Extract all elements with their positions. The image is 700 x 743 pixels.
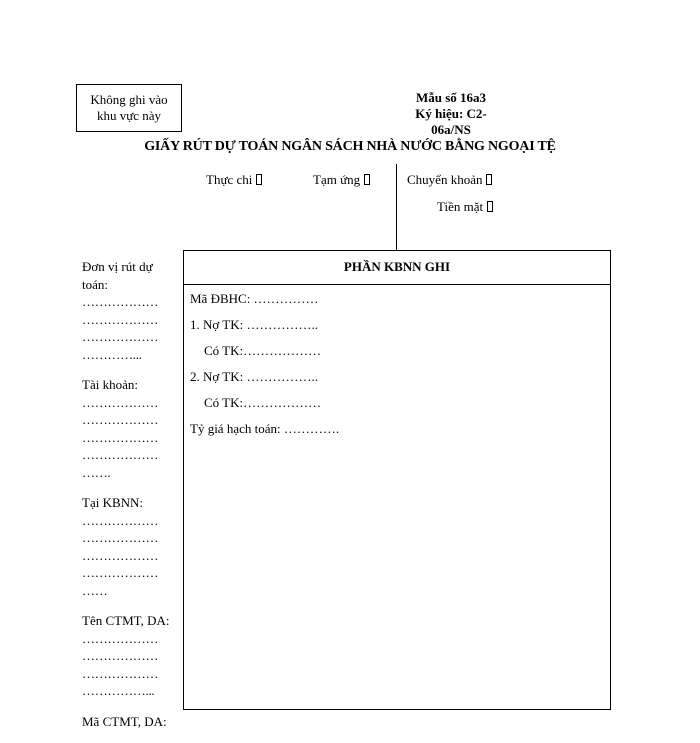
field-blank[interactable]: …… [82, 582, 108, 598]
option-chuyen-khoan[interactable] [407, 172, 492, 188]
kbnn-section-box [183, 250, 611, 710]
kbnn-debit-1-line: 1. Nợ TK: …………….. [190, 317, 318, 332]
field-blank[interactable]: ……………… [82, 294, 159, 309]
option-tam-ung[interactable] [313, 172, 370, 188]
field-program-name [82, 612, 180, 700]
field-account [82, 376, 180, 481]
form-number-block [400, 90, 502, 138]
option-tien-mat-label: Tiền mặt [437, 199, 484, 214]
field-label: Tài khoản: [82, 377, 138, 392]
field-blank[interactable]: ……………… [82, 630, 159, 646]
field-label: Tên CTMT, DA: [82, 613, 170, 628]
field-label: Đơn vị rút dự toán: [82, 259, 153, 292]
field-blank[interactable]: ……………… [82, 329, 159, 344]
field-label: Mã CTMT, DA: [82, 713, 167, 729]
field-blank[interactable]: ……………… [82, 512, 159, 528]
option-thuc-chi-label: Thực chi [206, 172, 253, 187]
checkbox-icon[interactable] [487, 201, 493, 212]
option-tien-mat[interactable] [437, 199, 493, 215]
kbnn-section-body [184, 285, 610, 446]
checkbox-icon[interactable] [364, 174, 370, 185]
reserved-area-box [76, 84, 182, 132]
kbnn-debit-2-line: 2. Nợ TK: …………….. [190, 369, 318, 384]
field-spending-unit [82, 258, 180, 363]
field-blank[interactable]: ……………… [82, 447, 159, 462]
field-blank[interactable]: ……………… [82, 412, 159, 427]
vertical-divider [396, 164, 397, 250]
field-blank[interactable]: ……………… [82, 665, 159, 681]
checkbox-icon[interactable] [486, 174, 492, 185]
field-treasury [82, 494, 180, 599]
kbnn-credit-2-line: Có TK:……………… [204, 395, 322, 410]
field-blank[interactable]: ……………… [82, 429, 159, 445]
field-blank[interactable]: ……………… [82, 394, 159, 410]
field-label: Tại KBNN: [82, 495, 144, 510]
kbnn-credit-1-line: Có TK:……………… [204, 343, 322, 358]
field-program-code [82, 713, 180, 731]
kbnn-exchange-rate-line: Tỷ giá hạch toán: …………. [190, 421, 340, 436]
form-number: Mẫu số 16a3 [415, 90, 487, 105]
option-thuc-chi[interactable] [206, 172, 262, 188]
field-blank[interactable]: ……………… [82, 648, 159, 663]
form-code: Ký hiệu: C2-06a/NS [415, 106, 487, 137]
document-title: GIẤY RÚT DỰ TOÁN NGÂN SÁCH NHÀ NƯỚC BẰNG NGOẠI TỆ [144, 139, 556, 154]
left-field-column [82, 258, 180, 743]
checkbox-icon[interactable] [256, 174, 262, 185]
reserved-area-line2: khu vực này [96, 108, 162, 123]
field-blank[interactable]: ……. [82, 464, 111, 480]
field-blank[interactable]: ……………… [82, 311, 159, 327]
option-chuyen-khoan-label: Chuyển khoản [407, 172, 483, 187]
field-blank[interactable]: …………... [82, 346, 142, 362]
field-blank[interactable]: ……………… [82, 547, 159, 563]
field-blank[interactable]: ……………… [82, 530, 159, 545]
kbnn-section-header: PHẦN KBNN GHI [184, 251, 610, 285]
field-blank[interactable]: ……………… [82, 565, 159, 580]
option-tam-ung-label: Tạm ứng [313, 172, 361, 187]
reserved-area-line1: Không ghi vào [90, 92, 168, 107]
kbnn-dbhc-line: Mã ĐBHC: …………… [190, 291, 319, 306]
field-blank[interactable]: ……………... [82, 683, 155, 698]
